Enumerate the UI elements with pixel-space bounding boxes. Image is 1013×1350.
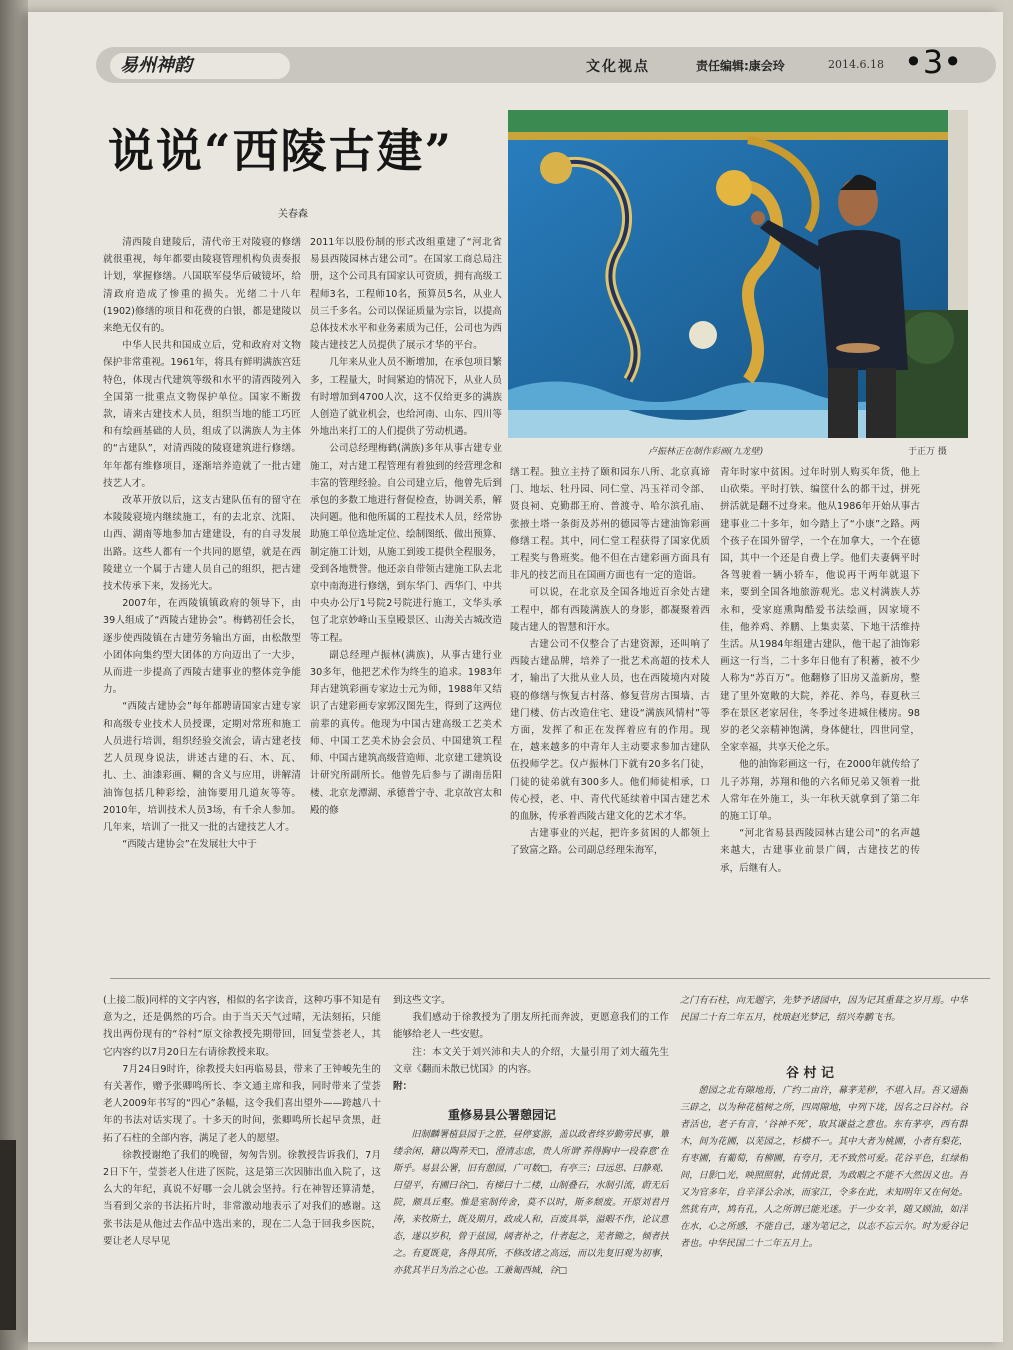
paragraph: 徐教授谢绝了我们的晚留，匆匆告别。徐教授告诉我们，7月2日下午，莹荟老人住进了医院，这是第三次因肺出血入院了，这么大的年纪，真说不好哪一会儿就会坚持。行在神智还算清楚，当看到父亲的书法拓片时，非常激动地表示了对我们的感谢。这张书法是从他过去作品中选出来的，现在二人急于回我乡医院，要让老人尽早见: [103, 1149, 381, 1247]
lower-column-1: [103, 992, 381, 1327]
paragraph: 副总经理卢振林(满族)，从事古建行业30多年，他把艺术作为终生的追求。1983年拜古建筑彩画专家边士元为师，1988年又结识了古建彩画专家郭汉图先生，得到了这两位前辈的真传。他现为中国古建高级工艺美术师、中国工艺美术协会会员、中国建筑工程师、中国古建筑高级营造师、北京建工建筑设计研究所副所长。他曾先后参与了湖南岳阳楼、北京龙潭湖、承德普宁寺、北京故宫太和殿的修: [310, 649, 502, 816]
photo-illustration: [508, 110, 968, 438]
page-number: •3•: [904, 43, 963, 81]
classical-text-restoration: [393, 1126, 669, 1331]
paragraph: 几年来从业人员不断增加，在承包项目繁多，工程量大，时间紧迫的情况下，从业人员有时增加到4700人次，这不仅给更多的满族人创造了就业机会，也给河南、山东、四川等外地出来打工的人们提供了劳动机遇。: [310, 357, 502, 438]
classical-text-gucun: [680, 1082, 968, 1327]
masthead-title: 易州神韵: [110, 53, 290, 79]
article-author: 关春森: [278, 209, 308, 220]
paragraph: 青年时家中贫困。过年时别人购买年货，他上山砍柴。平时打铁、编筐什么的都干过，拼死拼活就是翻不过身来。他从1986年开始从事古建事业二十多年，如今踏上了“小康”之路。两个孩子在国外留学，一个在加拿大，一个在德国，其中一个还是自费上学。他们夫妻俩平时各驾驶着一辆小轿车，他说再干两年就退下来，要到全国各地旅游观光。忠义村满族人苏永和，受家庭熏陶酷爱书法绘画，因家境不佳，他养鸡、养鹏、上集卖菜、下地干活维持生活。从1984年组建古建队，他干起了油饰彩画这一行当，二十多年日他有了积蓄，被不少人称为“苏百万”。他翻修了旧房又盖新房，整建了里外宽敞的大院，养花、养鸟，春夏秋三季在景区老家居住，冬季过冬进城住楼房。98岁的老父亲精神饱满，身体健壮，四世同堂，全家幸福，共享天伦之乐。: [720, 467, 920, 754]
paragraph: “河北省易县西陵园林古建公司”的名声越来越大，古建事业前景广阔，古建技艺的传承，后继有人。: [720, 828, 920, 874]
paragraph: 缮工程。独立主持了颐和园东八所、北京真谛门、地坛、牡丹园、同仁堂、冯玉祥司令部、贤良祠、克勤郡王府、普渡寺、哈尔滨孔庙、张掖土塔一条街及苏州的德园等古建油饰彩画修缮工程。其中，同仁堂工程获得了国家优质工程奖与鲁班奖。他不但在古建彩画方面具有非凡的技艺而且在国画方面也有一定的造诣。: [510, 467, 710, 582]
paragraph: 古建公司不仅整合了古建资源，还叫响了西陵古建品牌，培养了一批艺术高超的技术人才，输出了大批从业人员，也在西陵境内对陵寝的修缮与恢复古村落、修复营房古围墙、古建门楼、仿古改造住宅、建设“满族风情村”等方面，发挥了和正在发挥着应有的作用。现在，越来越多的中青年人主动要求参加古建队伍投师学艺。仅卢振林门下就有20多名门徒，门徒的徒弟就有300多人。他们师徒相承，口传心授，老、中、青代代延续着中国古建艺术的血脉，传承着西陵古建文化的艺术才华。: [510, 639, 710, 823]
paragraph: 旧制麟署植县园于之胜，昼停宴游，盖以政者终岁勤劳民事，簟缕余闲，籍以陶养天□，澄清志虑，贵人所谓‘养得胸中一段春意’在斯乎。易县公署，旧有憩园，广可数□，有亭三；曰远思、曰静观、曰望平，有圃曰谷□，有梯曰十二楼，山制叠石，水制引流，蔚无后院，颇具丘壑。惟是室制传舍，莫不以时，斯多颓废。开原刘君丹涛，来牧斯土，既及期月，政成人和，百废具举，溢暇不作，论议意态，遂以岁积，曾于兹园，阔者补之，什者起之，芜者锄之，倾者扶之。有夏既竟，各得其所，不修改诸之高远，而以先复旧观为初事，亦犹其半日为治之心也。工兼匍西城，谷□: [393, 1129, 669, 1276]
lower-column-2: [393, 992, 669, 1102]
classical-text-continued: [680, 992, 968, 1062]
gutter-shadow: [0, 1140, 16, 1330]
paragraph: 公司总经理梅鹤(满族)多年从事古建专业施工，对古建工程管理有着独到的经营理念和丰富的管理经验。自公司建立后，他曾先后到承包的多数工地进行督促检查，协调关系，解决问题。他和他所属的工程技术人员，经常协助施工单位选址定位、绘制图纸、做出预算、制定施工计划，从施工到竣工提供全程服务，受到各地赞誉。他还亲自带领古建施工队去北京中南海进行修缮，到东华门、西华门、中共中央办公厅1号院2号院进行施工，文华头承包了北京妙峰山玉皇殿景区、山海关古城改造等工程。: [310, 443, 502, 644]
article-column-3: [510, 464, 710, 964]
section-divider: [110, 978, 990, 979]
paragraph: 2011年以股份制的形式改组重建了“河北省易县西陵园林古建公司”。在国家工商总局注册，这个公司具有国家认可资质，拥有高级工程师3名，工程师10名，预算员5名，从业人员三千多名。公司以保证质量为宗旨，以提高总体技术水平和业务素质为己任，公司也为西陵古建技艺人员提供了展示才华的平台。: [310, 237, 502, 352]
paragraph: 2007年，在西陵镇镇政府的领导下，由39人组成了“西陵古建协会”。梅鹤初任会长，逐步使西陵镇在古建劳务输出方面，由松散型小团体向集约型大团体的方向迈出了一大步，从而进一步提高了西陵古建事业的整体竞争能力。: [103, 598, 301, 696]
masthead-date: 2014.6.18: [828, 58, 884, 71]
masthead-editor: 责任编辑:康会玲: [696, 59, 785, 73]
subtitle-gucun: 谷 村 记: [786, 1066, 835, 1081]
dragon-mural-photo: [508, 110, 968, 438]
paragraph: (上接二版)同样的文字内容，相似的名字读音，这种巧事不知是有意为之，还是偶然的巧合。由于当天天气过晴，无法刻拓，只能找出两份现有的“谷村”原文徐教授先期带回，回复莹荟老人，其它内容约以7月20日左右请徐教授来取。: [103, 995, 381, 1058]
masthead-section: 文化视点: [586, 59, 650, 75]
paragraph: 清西陵自建陵后，清代帝王对陵寝的修缮就很重视，每年都要由陵寝管理机构负责奏报计划，掌握修缮。八国联军侵华后破镜坏，给清政府造成了惨重的损失。光绪二十八年(1902)修缮的项目和花费的白银，都是建陵以来绝无仅有的。: [103, 237, 301, 335]
paragraph: 他的油饰彩画这一行，在2000年就传给了儿子苏翔，苏翔和他的六名师兄弟又领着一批人常年在外施工，头一年秋天就拿到了第二年的施工订单。: [720, 759, 920, 823]
article-column-2: [310, 234, 502, 964]
page-gutter: [0, 0, 28, 1350]
paragraph: 憩园之北有隙地焉，广约二亩许，幕茅芜秽，不堪入目。吾又通掘三辟之，以为种花植树之所，四周隙地，中列下垅，因名之曰谷村。谷者活也，老子有言，‘谷神不死’，取其谦益之意也。东有茅亭，西有群木，间为花圃，以芜园之，杉横不一。其中大者为桃圃，小者有梨花，有枣圃，有葡萄，有柳圃，有夸月，无不致然可爱。花谷平色，红绿相间，日影□光，映照照射，此情此景，为政暇之不能不大然因义也。吾又为官多年，自辛泽公余冰，而家江，令多在此，未知明年又在何处。然犹有声，鸠有孔，人之所谓已能光迷。于一少女羊，随又顾油，如洋在水，心之所感，不能自己，遂为笔记之，以志不忘云尔。时为爱谷记者也。中华民国二十二年五月上。: [680, 1085, 968, 1249]
paragraph: “西陵古建协会”在发展壮大中于: [122, 839, 257, 851]
masthead: [96, 43, 996, 83]
article-headline: 说说“西陵古建”: [108, 124, 453, 178]
article-column-1: [103, 234, 301, 964]
paragraph: 改革开放以后，这支古建队伍有的留守在本陵陵寝境内继续施工，有的去北京、沈阳、山西、湖南等地参加古建建设，有的自寻发展出路。这些人都有一个共同的愿望，就是在西陵建立一个属于古建人员自己的组织，把古建技术传承下来，发扬光大。: [103, 495, 301, 593]
paragraph: 中华人民共和国成立后，党和政府对文物保护非常重视。1961年，将具有鲜明满族宫廷特色，体现古代建筑等级和水平的清西陵列入全国第一批重点文物保护单位。国家不断拨款，请来古建技术人员，组织当地的能工巧匠和有绘画基础的人员，组成了以满族人为主体的“古建队”，对清西陵的陵寝建筑进行修缮。年年都有维修项目，逐渐培养造就了一批古建技艺人才。: [103, 340, 301, 489]
paragraph: “西陵古建协会”每年都聘请国家古建专家和高级专业技术人员授课，定期对常班和施工人员进行培训，组织经验交流会，请古建老技艺人员现身说法，讲述古建的石、木、瓦、扎、土、油漆彩画、糊的含义与应用，讲解清油饰包括几种彩绘，油饰要用几道灰等等。2010年，培训技术人员3场，有千余人参加。几年来，培训了一批又一批的古建技艺人才。: [103, 701, 301, 833]
paragraph: 之门有石柱，向无题字，先梦予诸园中，因为记其重葺之岁月焉。中华民国二十有二年五月，枕琅赵光梦记，绍兴寿鹏飞书。: [680, 995, 968, 1023]
paragraph: 到这些文字。: [393, 995, 451, 1006]
paragraph: 注：本文关于刘兴沛和夫人的介绍，大量引用了刘大蕴先生文章《翻而未散已忧国》的内容。: [393, 1046, 669, 1075]
subtitle-restoration: 重修易县公署憩园记: [448, 1108, 557, 1122]
newspaper-page: [28, 12, 1003, 1342]
paragraph: 7月24日9时许，徐教授夫妇再临易县，带来了王钟峻先生的有关著作，赠予张卿鸣所长、李文通主席和我，同时带来了莹荟老人2009年书写的“四心”条幅，这令我们喜出望外——跨越八十年的书法对话实现了。十多天的时间，张卿鸣所长起早贪黑，赶拓了石柱的全部内容，满足了老人的愿望。: [103, 1063, 381, 1144]
paragraph: 可以说，在北京及全国各地近百余处古建工程中，都有西陵满族人的身影，都凝聚着西陵古建人的智慧和汗水。: [510, 587, 710, 633]
photo-caption: 卢振林正在制作彩画(九龙壁): [648, 447, 764, 457]
photo-credit: 于正万 摄: [908, 447, 947, 457]
article-column-4: [720, 464, 920, 964]
appendix-label: 附：: [393, 1081, 413, 1093]
paragraph: 我们感动于徐教授为了朋友所托而奔波，更愿意我们的工作能够给老人一些安慰。: [393, 1012, 669, 1041]
paragraph: 古建事业的兴起，把许多贫困的人都领上了致富之路。公司副总经理朱海军，: [510, 828, 710, 857]
